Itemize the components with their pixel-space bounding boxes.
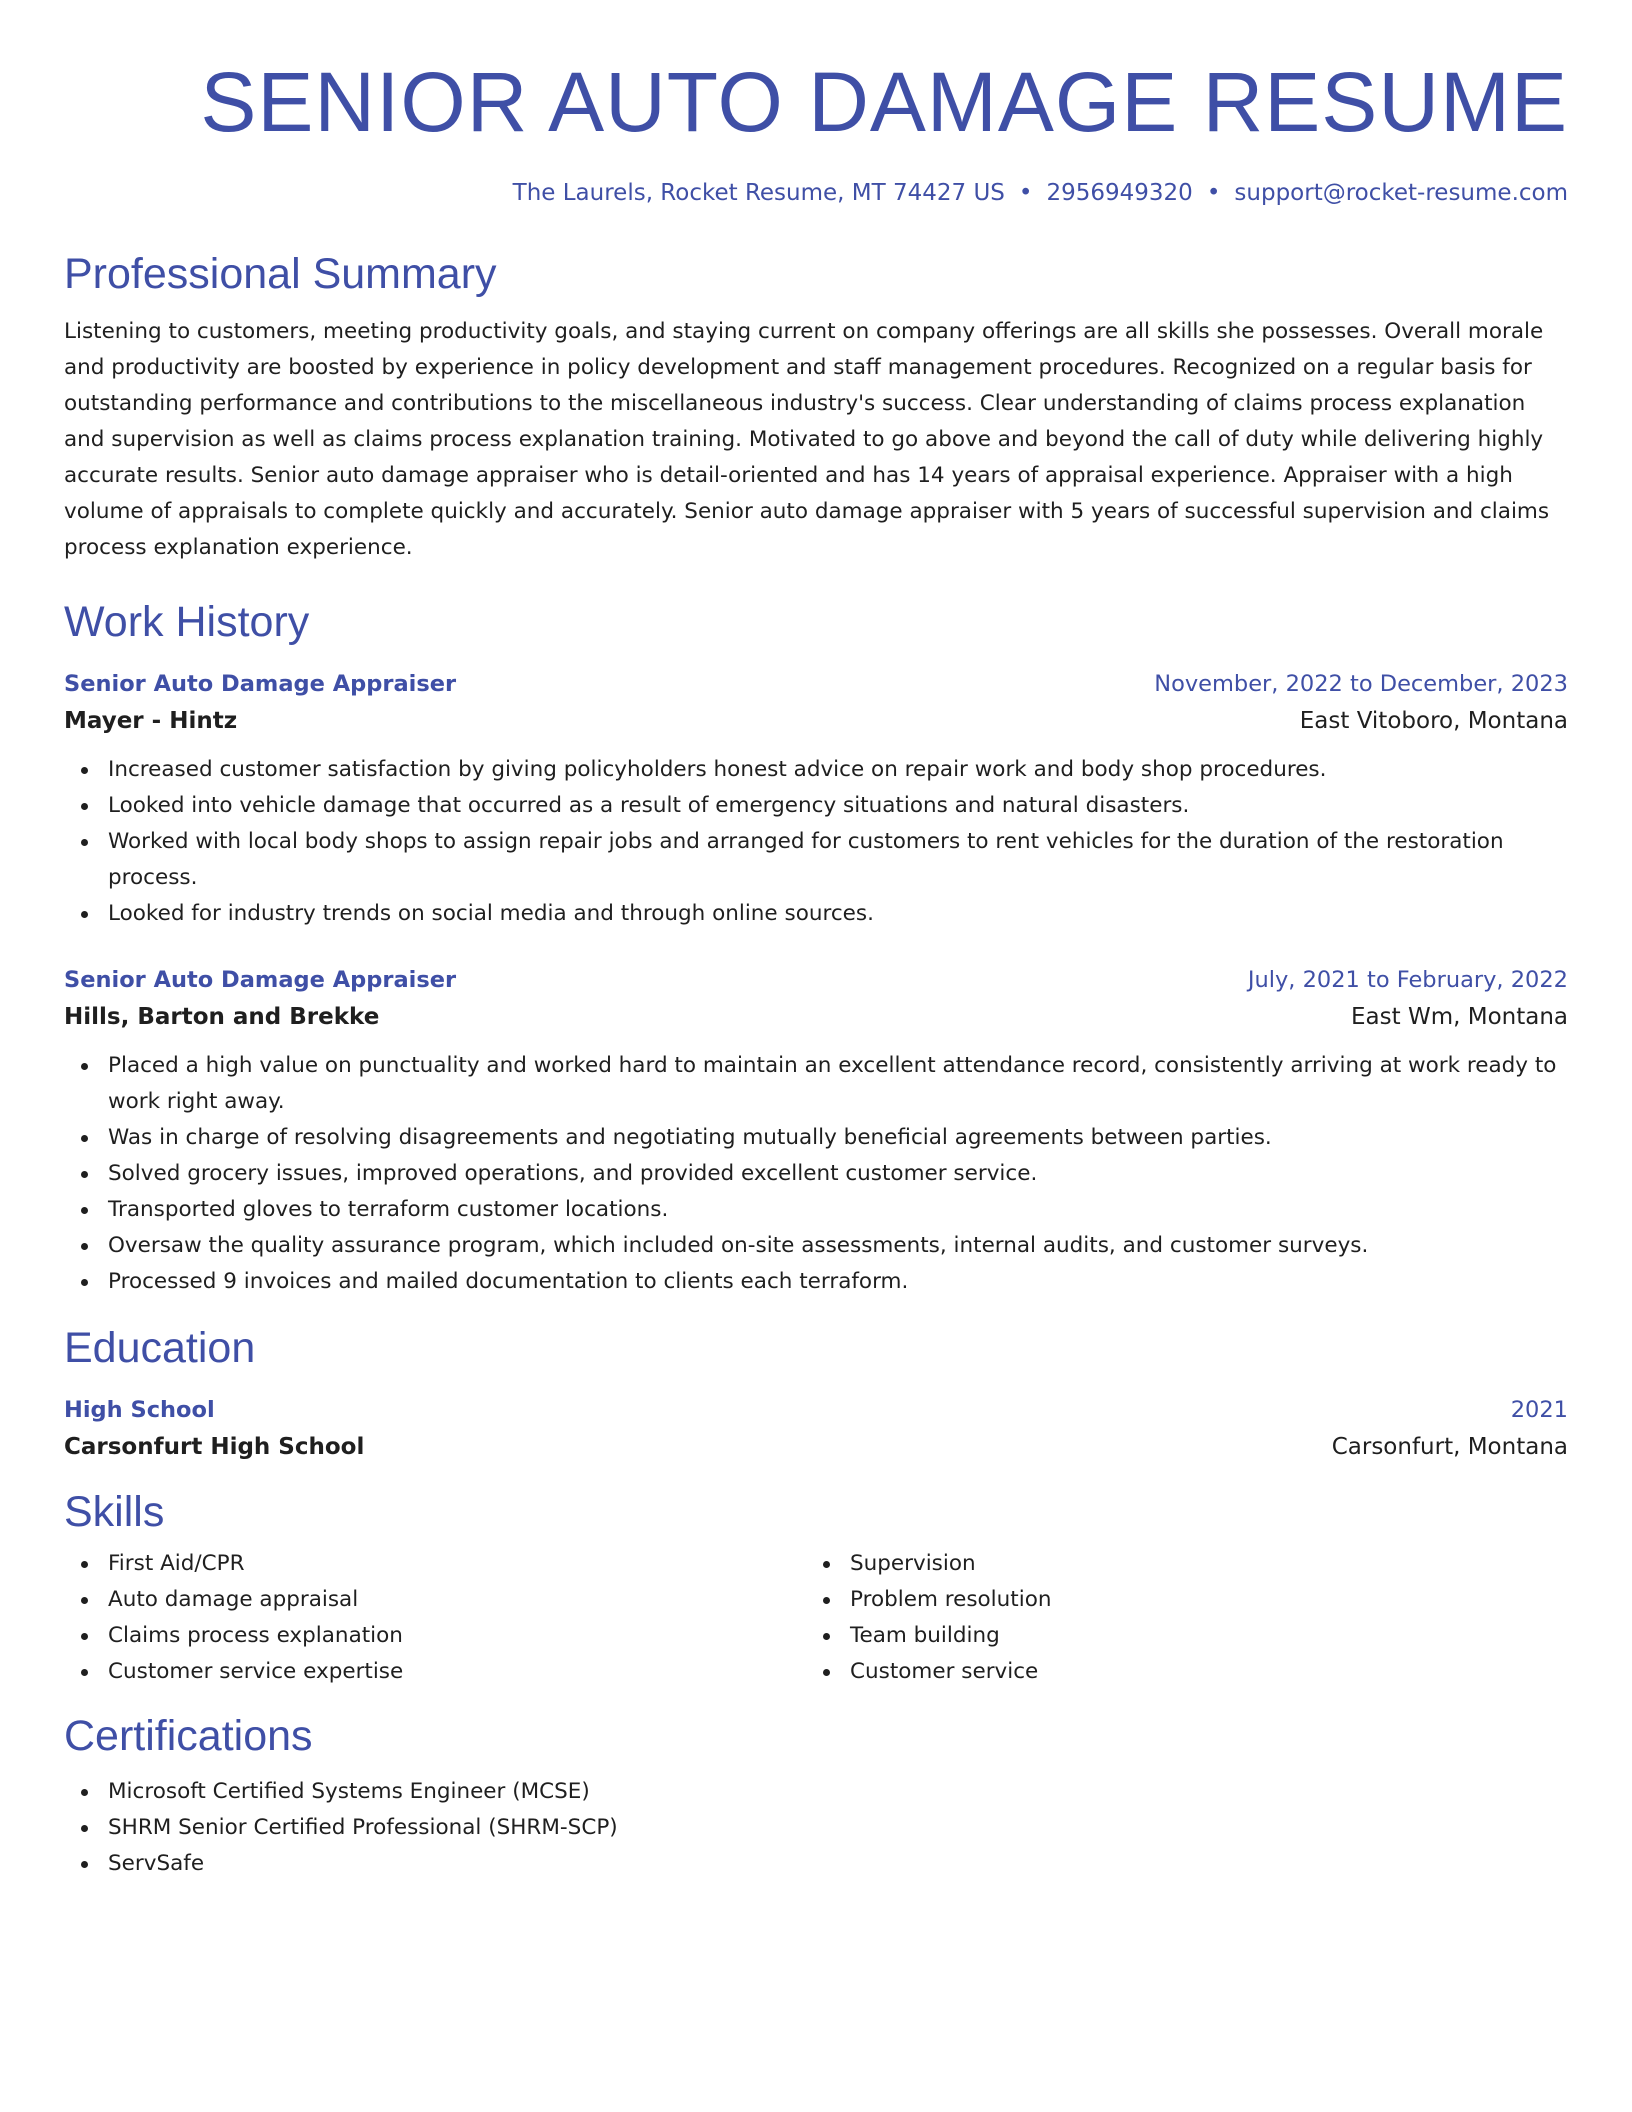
- job-duty-item: Solved grocery issues, improved operations, and provided excellent customer service.: [108, 1156, 1568, 1192]
- skill-item: Customer service expertise: [108, 1654, 806, 1690]
- resume-page: [64, 0, 1568, 1882]
- job-dates: July, 2021 to February, 2022: [1247, 967, 1568, 993]
- job-duty-item: Looked for industry trends on social media and through online sources.: [108, 896, 1568, 932]
- job-duty-item: Increased customer satisfaction by giving policyholders honest advice on repair work and body shop procedures.: [108, 752, 1568, 788]
- job-duty-item: Processed 9 invoices and mailed documentation to clients each terraform.: [108, 1264, 1568, 1300]
- job-duty-item: Worked with local body shops to assign repair jobs and arranged for customers to rent vehicles for the duration of the restoration process.: [108, 824, 1568, 896]
- job-title: Senior Auto Damage Appraiser: [64, 967, 457, 993]
- job-header-row: [64, 666, 1568, 702]
- summary-text: Listening to customers, meeting productivity goals, and staying current on company offerings are all skills she possesses. Overall morale and productivity are boosted by experience in policy development and staff management procedures. Recognized on a regular basis for outstanding performance and contributions to the miscellaneous industry's success. Clear understanding of claims process explanation and supervision as well as claims process explanation training. Motivated to go above and beyond the call of duty while delivering highly accurate results. Senior auto damage appraiser who is detail-oriented and has 14 years of appraisal experience. Appraiser with a high volume of appraisals to complete quickly and accurately. Senior auto damage appraiser with 5 years of successful supervision and claims process explanation experience.: [64, 319, 1550, 560]
- job-duty-item: Looked into vehicle damage that occurred as a result of emergency situations and natural disasters.: [108, 788, 1568, 824]
- education-degree: High School: [64, 1397, 215, 1423]
- contact-phone: 2956949320: [1046, 180, 1193, 206]
- skills-grid: [64, 1546, 1568, 1690]
- education-header-row: [64, 1392, 1568, 1428]
- education-location: Carsonfurt, Montana: [1331, 1434, 1568, 1460]
- certifications-list: [64, 1774, 1568, 1882]
- skill-item: Auto damage appraisal: [108, 1582, 806, 1618]
- education-school: Carsonfurt High School: [64, 1434, 365, 1460]
- resume-title: SENIOR AUTO DAMAGE RESUME: [200, 55, 1568, 149]
- contact-separator: •: [1206, 180, 1221, 206]
- job-location: East Wm, Montana: [1351, 1004, 1568, 1030]
- contact-email: support@rocket-resume.com: [1234, 180, 1568, 206]
- contact-separator: •: [1018, 180, 1033, 206]
- job-entry: [64, 666, 1568, 932]
- certifications-heading: Certifications: [64, 1712, 313, 1760]
- skill-item: Customer service: [850, 1654, 1548, 1690]
- skill-item: Claims process explanation: [108, 1618, 806, 1654]
- skills-list: [806, 1546, 1548, 1690]
- job-duty-item: Oversaw the quality assurance program, which included on-site assessments, internal audits, and customer surveys.: [108, 1228, 1568, 1264]
- education-school-row: [64, 1428, 1568, 1466]
- job-duty-item: Placed a high value on punctuality and worked hard to maintain an excellent attendance record, consistently arriving at work ready to work right away.: [108, 1048, 1568, 1120]
- job-duty-item: Transported gloves to terraform customer locations.: [108, 1192, 1568, 1228]
- skill-item: Problem resolution: [850, 1582, 1548, 1618]
- job-company-row: [64, 998, 1568, 1036]
- job-entry: [64, 962, 1568, 1300]
- certification-item: ServSafe: [108, 1846, 1568, 1882]
- education-entry: [64, 1392, 1568, 1466]
- job-location: East Vitoboro, Montana: [1299, 708, 1568, 734]
- contact-line: [64, 178, 1568, 208]
- work-history-heading: Work History: [64, 598, 310, 646]
- job-duties-list: [64, 752, 1568, 932]
- job-duty-item: Was in charge of resolving disagreements and negotiating mutually beneficial agreements between parties.: [108, 1120, 1568, 1156]
- job-duties-list: [64, 1048, 1568, 1300]
- certification-item: Microsoft Certified Systems Engineer (MCSE): [108, 1774, 1568, 1810]
- job-company-row: [64, 702, 1568, 740]
- education-year: 2021: [1510, 1397, 1568, 1423]
- skills-heading: Skills: [64, 1488, 165, 1536]
- skills-column-left: [64, 1546, 806, 1690]
- job-header-row: [64, 962, 1568, 998]
- skill-item: Supervision: [850, 1546, 1548, 1582]
- skills-list: [64, 1546, 806, 1690]
- skill-item: First Aid/CPR: [108, 1546, 806, 1582]
- job-title: Senior Auto Damage Appraiser: [64, 671, 457, 697]
- education-heading: Education: [64, 1324, 256, 1372]
- job-dates: November, 2022 to December, 2023: [1154, 671, 1568, 697]
- job-company: Mayer - Hintz: [64, 708, 238, 734]
- summary-heading: Professional Summary: [64, 250, 497, 298]
- certification-item: SHRM Senior Certified Professional (SHRM-SCP): [108, 1810, 1568, 1846]
- job-company: Hills, Barton and Brekke: [64, 1004, 380, 1030]
- contact-address: The Laurels, Rocket Resume, MT 74427 US: [512, 180, 1005, 206]
- skills-column-right: [806, 1546, 1548, 1690]
- skill-item: Team building: [850, 1618, 1548, 1654]
